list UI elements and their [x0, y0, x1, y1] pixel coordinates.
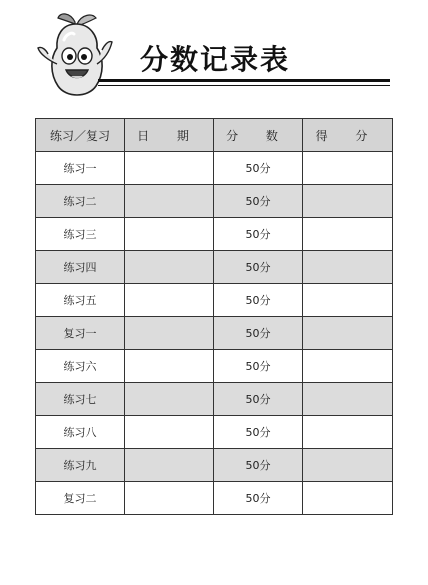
row-date-cell[interactable]: [125, 449, 214, 482]
row-date-cell[interactable]: [125, 416, 214, 449]
score-record-table: [35, 118, 393, 515]
row-score: 50分: [214, 416, 303, 449]
row-score: 50分: [214, 218, 303, 251]
title-underline-thin: [98, 85, 390, 86]
header-score: 分 数: [214, 119, 303, 152]
row-date-cell[interactable]: [125, 251, 214, 284]
row-score: 50分: [214, 350, 303, 383]
table-row: [36, 482, 393, 515]
row-score: 50分: [214, 251, 303, 284]
row-score: 50分: [214, 317, 303, 350]
row-score: 50分: [214, 185, 303, 218]
page-title: 分数记录表: [140, 43, 291, 76]
row-name: 练习一: [36, 152, 125, 185]
row-name: 复习一: [36, 317, 125, 350]
row-earned-cell[interactable]: [303, 284, 393, 317]
row-earned-cell[interactable]: [303, 185, 393, 218]
row-name: 练习二: [36, 185, 125, 218]
row-name: 练习七: [36, 383, 125, 416]
row-name: 练习九: [36, 449, 125, 482]
row-name: 练习五: [36, 284, 125, 317]
row-earned-cell[interactable]: [303, 416, 393, 449]
row-earned-cell[interactable]: [303, 350, 393, 383]
header-earned: 得 分: [303, 119, 393, 152]
row-earned-cell[interactable]: [303, 218, 393, 251]
row-name: 练习四: [36, 251, 125, 284]
row-date-cell[interactable]: [125, 350, 214, 383]
table-header-row: [36, 119, 393, 152]
pear-mascot-icon: [30, 10, 120, 105]
row-date-cell[interactable]: [125, 317, 214, 350]
row-earned-cell[interactable]: [303, 383, 393, 416]
row-name: 练习八: [36, 416, 125, 449]
title-underline-thick: [98, 79, 390, 82]
table-row: [36, 152, 393, 185]
row-earned-cell[interactable]: [303, 449, 393, 482]
row-date-cell[interactable]: [125, 284, 214, 317]
header-date: 日 期: [125, 119, 214, 152]
table-row: [36, 185, 393, 218]
row-score: 50分: [214, 152, 303, 185]
row-score: 50分: [214, 482, 303, 515]
table-row: [36, 284, 393, 317]
row-date-cell[interactable]: [125, 185, 214, 218]
row-date-cell[interactable]: [125, 218, 214, 251]
table-row: [36, 218, 393, 251]
table-row: [36, 251, 393, 284]
row-name: 练习三: [36, 218, 125, 251]
row-earned-cell[interactable]: [303, 251, 393, 284]
row-date-cell[interactable]: [125, 383, 214, 416]
row-score: 50分: [214, 383, 303, 416]
row-score: 50分: [214, 449, 303, 482]
header-exercise: 练习／复习: [36, 119, 125, 152]
table-row: [36, 449, 393, 482]
row-earned-cell[interactable]: [303, 152, 393, 185]
row-name: 复习二: [36, 482, 125, 515]
row-date-cell[interactable]: [125, 152, 214, 185]
row-score: 50分: [214, 284, 303, 317]
row-earned-cell[interactable]: [303, 317, 393, 350]
row-date-cell[interactable]: [125, 482, 214, 515]
table-row: [36, 383, 393, 416]
row-earned-cell[interactable]: [303, 482, 393, 515]
table-row: [36, 350, 393, 383]
table-row: [36, 416, 393, 449]
table-row: [36, 317, 393, 350]
row-name: 练习六: [36, 350, 125, 383]
